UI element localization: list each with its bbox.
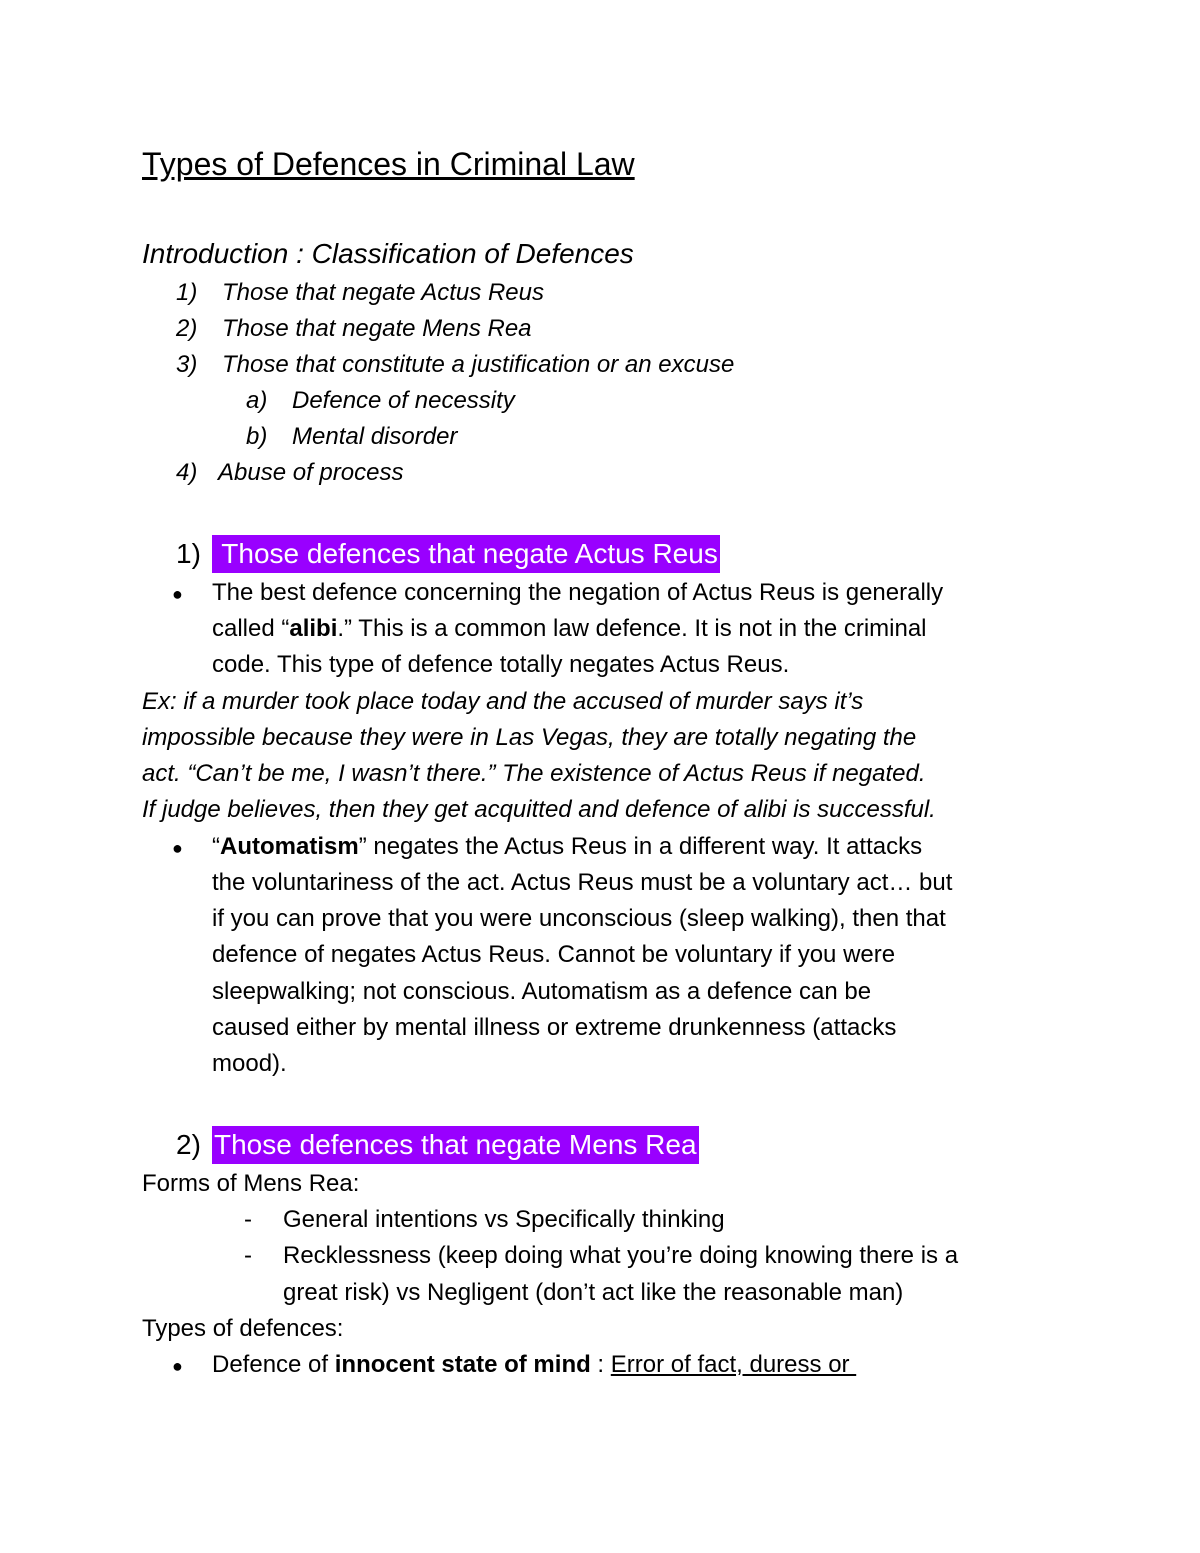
paragraph-line: code. This type of defence totally negates Actus Reus.	[212, 651, 790, 678]
paragraph-line: if you can prove that you were unconscious (sleep walking), then that	[212, 905, 946, 932]
sub-list-text: Defence of necessity	[292, 387, 515, 414]
bold-term-alibi: alibi	[289, 615, 338, 642]
underlined-text: Error of fact, duress or	[610, 1351, 857, 1378]
dash-marker: -	[244, 1206, 252, 1233]
text: Defence of	[212, 1351, 335, 1378]
text: called “	[212, 615, 290, 642]
text: :	[590, 1351, 611, 1378]
paragraph-line: caused either by mental illness or extreme drunkenness (attacks	[212, 1014, 897, 1041]
text: ” negates the Actus Reus in a different way. It attacks	[358, 833, 923, 860]
paragraph-line	[212, 1348, 856, 1382]
sub-list-letter: b)	[246, 423, 268, 450]
text: .” This is a common law defence. It is not in the criminal	[337, 615, 927, 642]
paragraph-line: the voluntariness of the act. Actus Reus must be a voluntary act… but	[212, 869, 953, 896]
list-text: Those that negate Mens Rea	[222, 315, 532, 342]
list-number: 3)	[176, 351, 198, 378]
paragraph-line: sleepwalking; not conscious. Automatism as a defence can be	[212, 978, 872, 1005]
section-title-highlight: Those defences that negate Actus Reus	[212, 535, 720, 573]
example-line: act. “Can’t be me, I wasn’t there.” The existence of Actus Reus if negated.	[142, 760, 926, 787]
section-number: 2)	[176, 1129, 201, 1160]
bold-term-innocent-state: innocent state of mind	[334, 1351, 591, 1378]
section-number: 1)	[176, 538, 201, 569]
sub-list-letter: a)	[246, 387, 268, 414]
list-number: 2)	[176, 315, 198, 342]
list-number: 4)	[176, 459, 198, 486]
paragraph-line: mood).	[212, 1050, 287, 1077]
form-item: Recklessness (keep doing what you’re doing knowing there is a	[283, 1242, 959, 1269]
text: “	[212, 833, 220, 860]
forms-label: Forms of Mens Rea:	[142, 1170, 360, 1197]
sub-list-text: Mental disorder	[292, 423, 458, 450]
bullet-icon: ●	[172, 1356, 183, 1376]
list-text: Those that negate Actus Reus	[222, 279, 544, 306]
list-text: Those that constitute a justification or an excuse	[222, 351, 735, 378]
page-title: Types of Defences in Criminal Law	[142, 146, 635, 182]
bullet-icon: ●	[172, 584, 183, 604]
example-line: If judge believes, then they get acquitted and defence of alibi is successful.	[142, 796, 936, 823]
paragraph-line: defence of negates Actus Reus. Cannot be voluntary if you were	[212, 941, 896, 968]
paragraph-line	[212, 830, 922, 864]
example-line: Ex: if a murder took place today and the accused of murder says it’s	[142, 688, 864, 715]
bullet-icon: ●	[172, 838, 183, 858]
paragraph-line: The best defence concerning the negation of Actus Reus is generally	[212, 579, 944, 606]
section-title-highlight: Those defences that negate Mens Rea	[212, 1126, 699, 1164]
form-item: great risk) vs Negligent (don’t act like the reasonable man)	[283, 1279, 904, 1306]
example-line: impossible because they were in Las Vegas, they are totally negating the	[142, 724, 917, 751]
form-item: General intentions vs Specifically thinking	[283, 1206, 725, 1233]
intro-heading: Introduction : Classification of Defences	[142, 238, 634, 269]
paragraph-line	[212, 612, 927, 646]
list-text: Abuse of process	[218, 459, 404, 486]
bold-term-automatism: Automatism	[220, 833, 359, 860]
types-label: Types of defences:	[142, 1315, 344, 1342]
list-number: 1)	[176, 279, 198, 306]
dash-marker: -	[244, 1242, 252, 1269]
